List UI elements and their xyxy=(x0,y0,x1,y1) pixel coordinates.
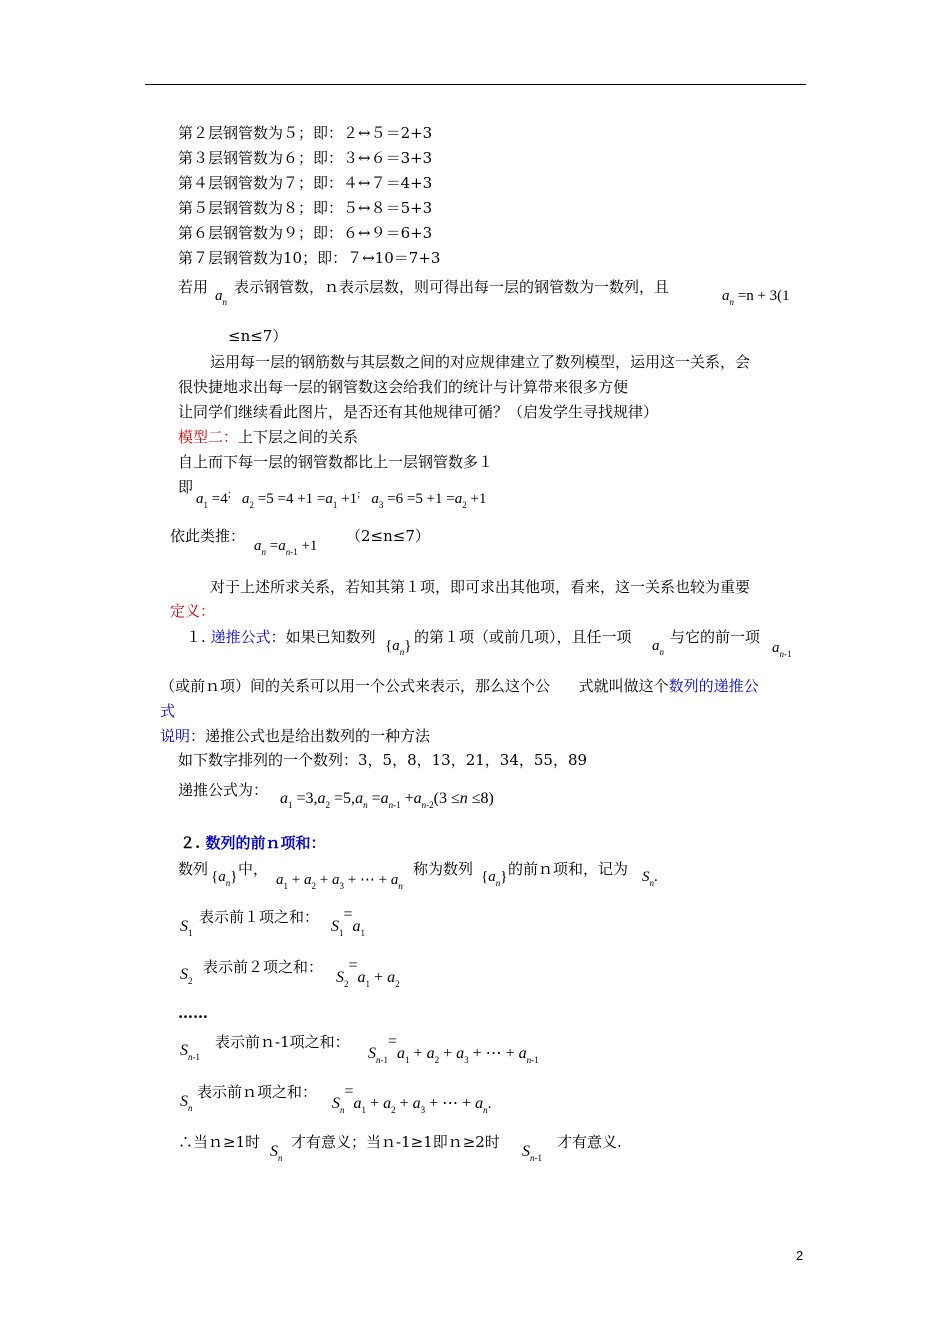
sum-seq-braces: $\{a_n\}$ xyxy=(211,869,238,888)
recursion-formula: $a_1 =3,a_2 =5,a_n =a_{n-1} +a_{n-2}(3 \le n \le 8)$ xyxy=(280,790,494,810)
header-rule xyxy=(145,84,806,85)
def1-line2 xyxy=(160,676,759,696)
layer-line-2: 第２层钢管数为５；即：２↔５＝2+3 xyxy=(178,124,433,142)
definition-title: 定义： xyxy=(170,602,216,620)
page-number: 2 xyxy=(796,1248,804,1263)
sn1-symbol: $S_{n-1}$ xyxy=(180,1042,200,1062)
sn-symbol-2: $S_n$ xyxy=(180,1093,193,1113)
conclusion-sn: $S_n$ xyxy=(270,1143,283,1163)
model1-paragraph-line2: 很快捷地求出每一层的钢管数这会给我们的统计与计算带来很多方便 xyxy=(178,378,629,396)
s2-text: 表示前２项之和： xyxy=(203,958,324,976)
analogy-range: （2≤n≤7） xyxy=(346,527,430,545)
def1-term: 递推公式 xyxy=(210,628,271,646)
conclusion-c: 才有意义. xyxy=(557,1133,622,1151)
sn-formula: $S_n =a_1 + a_2 + a_3$ + ⋯ + $a_n$. xyxy=(332,1083,492,1115)
sn1-formula: $S_{n-1} =a_1 + a_2 + a_3$ + ⋯ + $a_{n-1}$ xyxy=(368,1033,539,1065)
sn1-text: 表示前ｎ-1项之和： xyxy=(215,1033,350,1051)
model1-paragraph-line1: 运用每一层的钢筋数与其层数之间的对应规律建立了数列模型，运用这一关系，会 xyxy=(210,353,751,371)
note-text: ：递推公式也是给出数列的一种方法 xyxy=(190,727,431,745)
ellipsis-line: …… xyxy=(178,1004,208,1022)
def1-num: １. xyxy=(186,628,206,646)
seq-an-braces: $\{a_n\}$ xyxy=(385,638,412,657)
s2-formula: $S_2 =a_1 + a_2$ xyxy=(336,957,400,989)
model2-heading xyxy=(178,427,358,447)
layer-line-3: 第３层钢管数为６；即：３↔６＝3+3 xyxy=(178,149,433,167)
s2-symbol: $S_2$ xyxy=(180,966,193,986)
recurrence-examples: $a_1 =4^;$ $a_2 =5 =4 +1 =a_1 +1^;$ $a_3 =6 =5 +1 =a_2 +1$ xyxy=(196,488,487,510)
def1-line2-term: 数列的递推公 xyxy=(668,677,759,695)
sn-text: 表示前ｎ项之和： xyxy=(197,1083,318,1101)
use-an-prefix: 若用 xyxy=(178,278,209,296)
sum-text-a: 数列 xyxy=(178,860,209,878)
s1-text: 表示前１项之和： xyxy=(199,908,320,926)
layer-line-5: 第５层钢管数为８；即：５↔８＝5+3 xyxy=(178,199,433,217)
sum-text-c: 称为数列 xyxy=(413,860,474,878)
conclusion-a: ∴当ｎ≥1时 xyxy=(178,1133,261,1151)
sum-expression: $a_1 + a_2 + a_3$ + ⋯ + $a_n$ xyxy=(276,872,403,891)
analogy-label: 依此类推： xyxy=(170,527,246,545)
sum-line xyxy=(178,859,208,879)
an-symbol: $a_n$ xyxy=(215,288,227,307)
def1-line1 xyxy=(186,627,376,647)
analogy-formula: $a_n =a_{n-1} +1$ xyxy=(254,538,318,557)
note-line xyxy=(160,726,430,746)
sequence-example: 如下数字排列的一个数列：3，5，8，13，21，34，55，89 xyxy=(178,751,588,769)
use-an-range: ≤n≤7） xyxy=(228,327,288,345)
use-an-text: 表示钢管数，ｎ表示层数，则可得出每一层的钢管数为一数列，且 xyxy=(234,278,670,296)
sum-seq-braces-2: $\{a_n\}$ xyxy=(481,869,508,888)
def1-line2-text: （或前ｎ项）间的关系可以用一个公式来表示，那么这个公 xyxy=(160,677,551,695)
recursion-label: 递推公式为： xyxy=(178,781,269,799)
conclusion-sn1: $S_{n-1}$ xyxy=(522,1143,542,1163)
ask-paragraph: 让同学们继续看此图片，是否还有其他规律可循？（启发学生寻找规律） xyxy=(178,403,659,421)
layer-line-4: 第４层钢管数为７；即：４↔７＝4+3 xyxy=(178,174,433,192)
def1-text-b: 的第１项（或前几项），且任一项 xyxy=(414,628,632,646)
def1-line2-text-b: 式就叫做这个 xyxy=(578,677,669,695)
model2-title: 模型二： xyxy=(178,428,239,446)
layer-line-6: 第６层钢管数为９；即：６↔９＝6+3 xyxy=(178,224,433,242)
s1-symbol: $S_1$ xyxy=(180,918,193,938)
an-formula: $a_n =n + 3(1$ xyxy=(722,288,790,307)
def1-text-a: ：如果已知数列 xyxy=(270,628,376,646)
def1-an1-symbol: $a_{n-1}$ xyxy=(772,640,792,659)
conclusion-b: 才有意义；当ｎ-1≥1即ｎ≥2时 xyxy=(291,1133,500,1151)
def2-heading xyxy=(180,833,325,853)
model2-desc: 自上而下每一层的钢管数都比上一层钢管数多１ xyxy=(178,453,494,471)
note-label: 说明 xyxy=(160,727,191,745)
s1-formula: $S_1 =a_1$ xyxy=(331,906,366,938)
an-formula-rhs: =n + 3(1 xyxy=(737,288,790,304)
sum-text-b: 中， xyxy=(238,860,269,878)
layer-line-7: 第７层钢管数为10；即：７↔10＝7+3 xyxy=(178,249,441,267)
def2-title: 数列的前ｎ项和： xyxy=(205,834,326,852)
ji-label: 即 xyxy=(178,478,194,496)
def1-line3-term: 式 xyxy=(160,702,176,720)
def1-an-symbol: $a_n$ xyxy=(652,638,664,657)
importance-paragraph: 对于上述所求关系，若知其第１项，即可求出其他项，看来，这一关系也较为重要 xyxy=(210,578,751,596)
sum-text-d: 的前ｎ项和，记为 xyxy=(508,860,629,878)
def1-text-c: 与它的前一项 xyxy=(670,628,761,646)
use-an-line xyxy=(178,277,208,297)
model2-rest: 上下层之间的关系 xyxy=(238,428,359,446)
sn-symbol: $S_n$. xyxy=(642,869,658,888)
def2-num: ２. xyxy=(180,834,201,852)
